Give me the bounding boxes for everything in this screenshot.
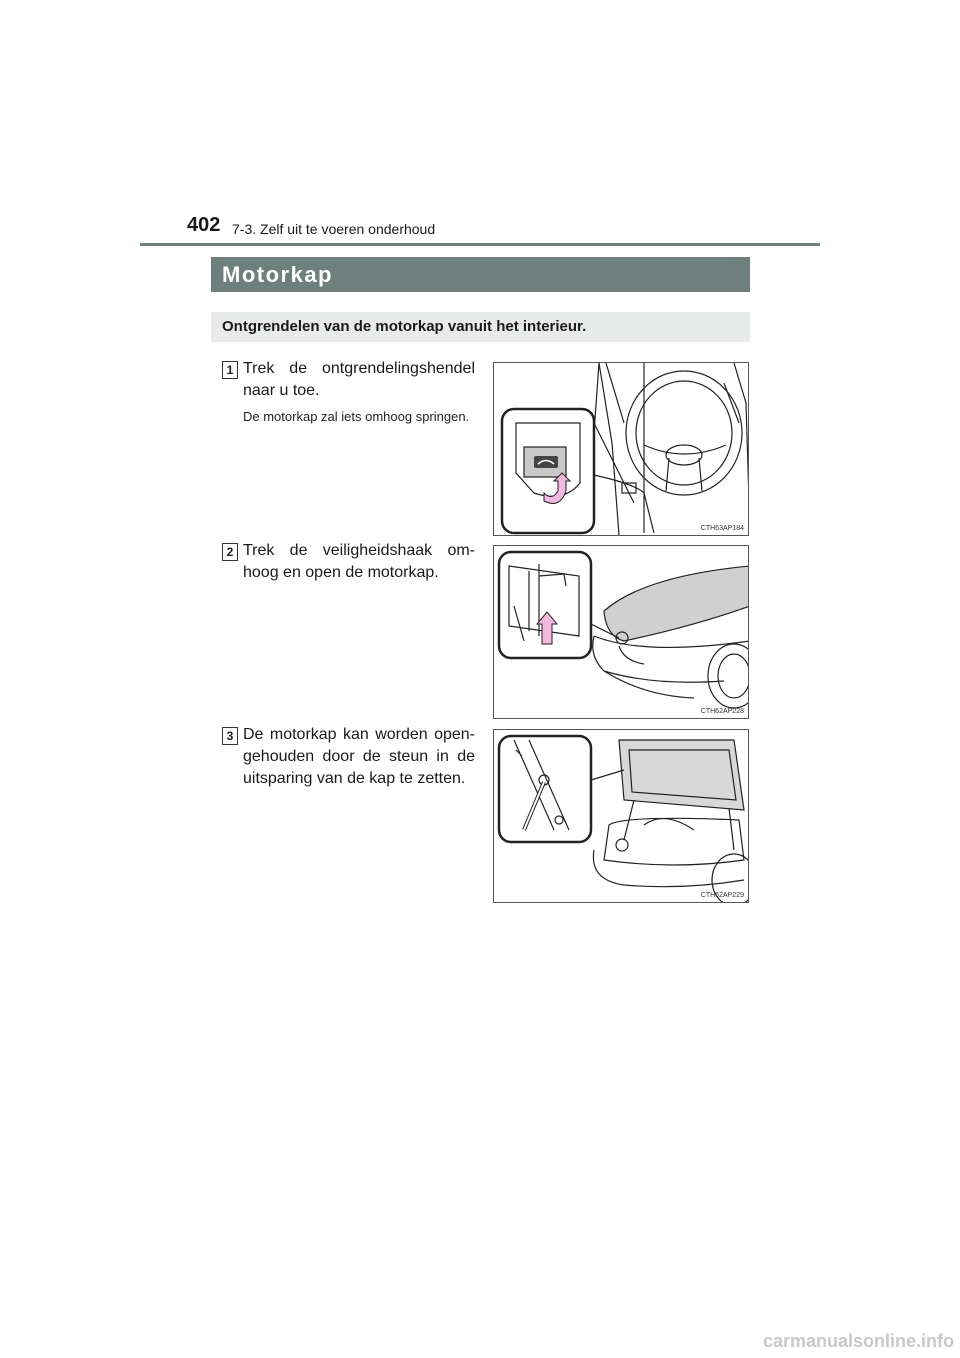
figure-code-2: CTH62AP228	[700, 708, 744, 715]
lever-inset	[494, 363, 749, 536]
figure-safety-catch	[493, 545, 749, 719]
chapter-title: 7-3. Zelf uit te voeren onderhoud	[232, 221, 436, 237]
step-note-1: De motorkap zal iets omhoog springen.	[243, 409, 470, 424]
step-number-3: 3	[222, 727, 238, 745]
header-divider	[140, 243, 820, 246]
step-text-3: De motorkap kan worden open-gehouden door de steun in de uitsparing van de kap te zetten.	[243, 726, 475, 787]
figure-code-3: CTH62AP229	[700, 892, 744, 899]
figure-hood-release-lever	[493, 362, 749, 536]
step-text-2: Trek de veiligheidshaak om-hoog en open de motorkap.	[243, 542, 475, 581]
step-text-1: Trek de ontgrendelingshendel naar u toe.	[243, 360, 475, 399]
hood-release-lever-icon	[534, 456, 558, 468]
step-number-2: 2	[222, 543, 238, 561]
watermark: carmanualsonline.info	[762, 1331, 954, 1351]
subsection-title: Ontgrendelen van de motorkap vanuit het interieur.	[211, 312, 750, 342]
step-number-1: 1	[222, 361, 238, 379]
catch-inset	[494, 546, 749, 719]
rod-inset	[494, 730, 749, 903]
page-number: 402	[187, 214, 221, 236]
section-title: Motorkap	[211, 257, 750, 292]
figure-hood-support-rod	[493, 729, 749, 903]
figure-code-1: CTH63AP184	[700, 525, 744, 532]
